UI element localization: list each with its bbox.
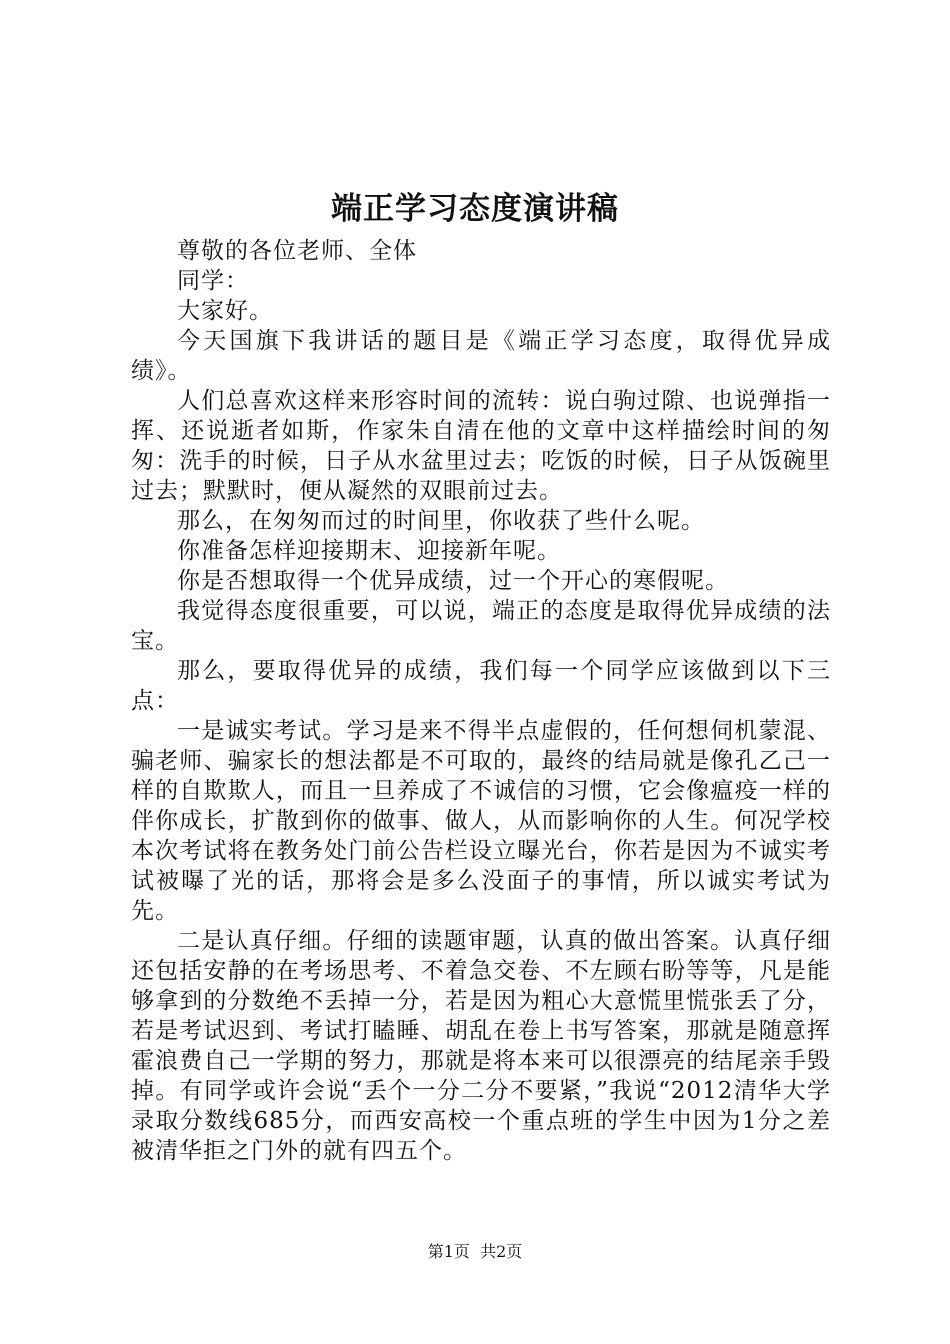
paragraph-time: 人们总喜欢这样来形容时间的流转：说白驹过隙、也说弹指一挥、还说逝者如斯，作家朱自清在他的文章中这样描绘时间的匆匆：洗手的时候，日子从水盆里过去；吃饭的时候，日子从饭碗里过去；默默时，便从凝然的双眼前过去。 bbox=[131, 388, 831, 504]
paragraph-question-1: 那么，在匆匆而过的时间里，你收获了些什么呢。 bbox=[177, 508, 705, 534]
paragraph-attitude: 我觉得态度很重要，可以说，端正的态度是取得优异成绩的法宝。 bbox=[131, 598, 831, 654]
paragraph-question-2: 你准备怎样迎接期末、迎接新年呢。 bbox=[177, 538, 561, 564]
document-body bbox=[131, 236, 831, 1166]
paragraph-three-points: 那么，要取得优异的成绩，我们每一个同学应该做到以下三点： bbox=[131, 658, 831, 714]
paragraph-topic: 今天国旗下我讲话的题目是《端正学习态度，取得优异成绩》。 bbox=[131, 328, 831, 384]
salutation-line-1: 尊敬的各位老师、全体 bbox=[177, 238, 417, 264]
document-title: 端正学习态度演讲稿 bbox=[331, 191, 619, 227]
salutation-line-2: 同学： bbox=[177, 268, 249, 294]
page-footer: 第1页 共2页 bbox=[427, 1242, 523, 1261]
paragraph-point-careful: 二是认真仔细。仔细的读题审题，认真的做出答案。认真仔细还包括安静的在考场思考、不着急交卷、不左顾右盼等等，凡是能够拿到的分数绝不丢掉一分，若是因为粗心大意慌里慌张丢了分，若是考试迟到、考试打瞌睡、胡乱在卷上书写答案，那就是随意挥霍浪费自己一学期的努力，那就是将本来可以很漂亮的结尾亲手毁掉。有同学或许会说“丢个一分二分不要紧，”我说“2012清华大学录取分数线685分，而西安高校一个重点班的学生中因为1分之差被清华拒之门外的就有四五个。 bbox=[131, 928, 831, 1164]
greeting: 大家好。 bbox=[177, 298, 273, 324]
paragraph-question-3: 你是否想取得一个优异成绩，过一个开心的寒假呢。 bbox=[177, 568, 729, 594]
paragraph-point-honesty: 一是诚实考试。学习是来不得半点虚假的，任何想伺机蒙混、骗老师、骗家长的想法都是不可取的，最终的结局就是像孔乙己一样的自欺欺人，而且一旦养成了不诚信的习惯，它会像瘟疫一样的伴你成长，扩散到你的做事、做人，从而影响你的人生。何况学校本次考试将在教务处门前公告栏设立曝光台，你若是因为不诚实考试被曝了光的话，那将会是多么没面子的事情，所以诚实考试为先。 bbox=[131, 718, 831, 924]
